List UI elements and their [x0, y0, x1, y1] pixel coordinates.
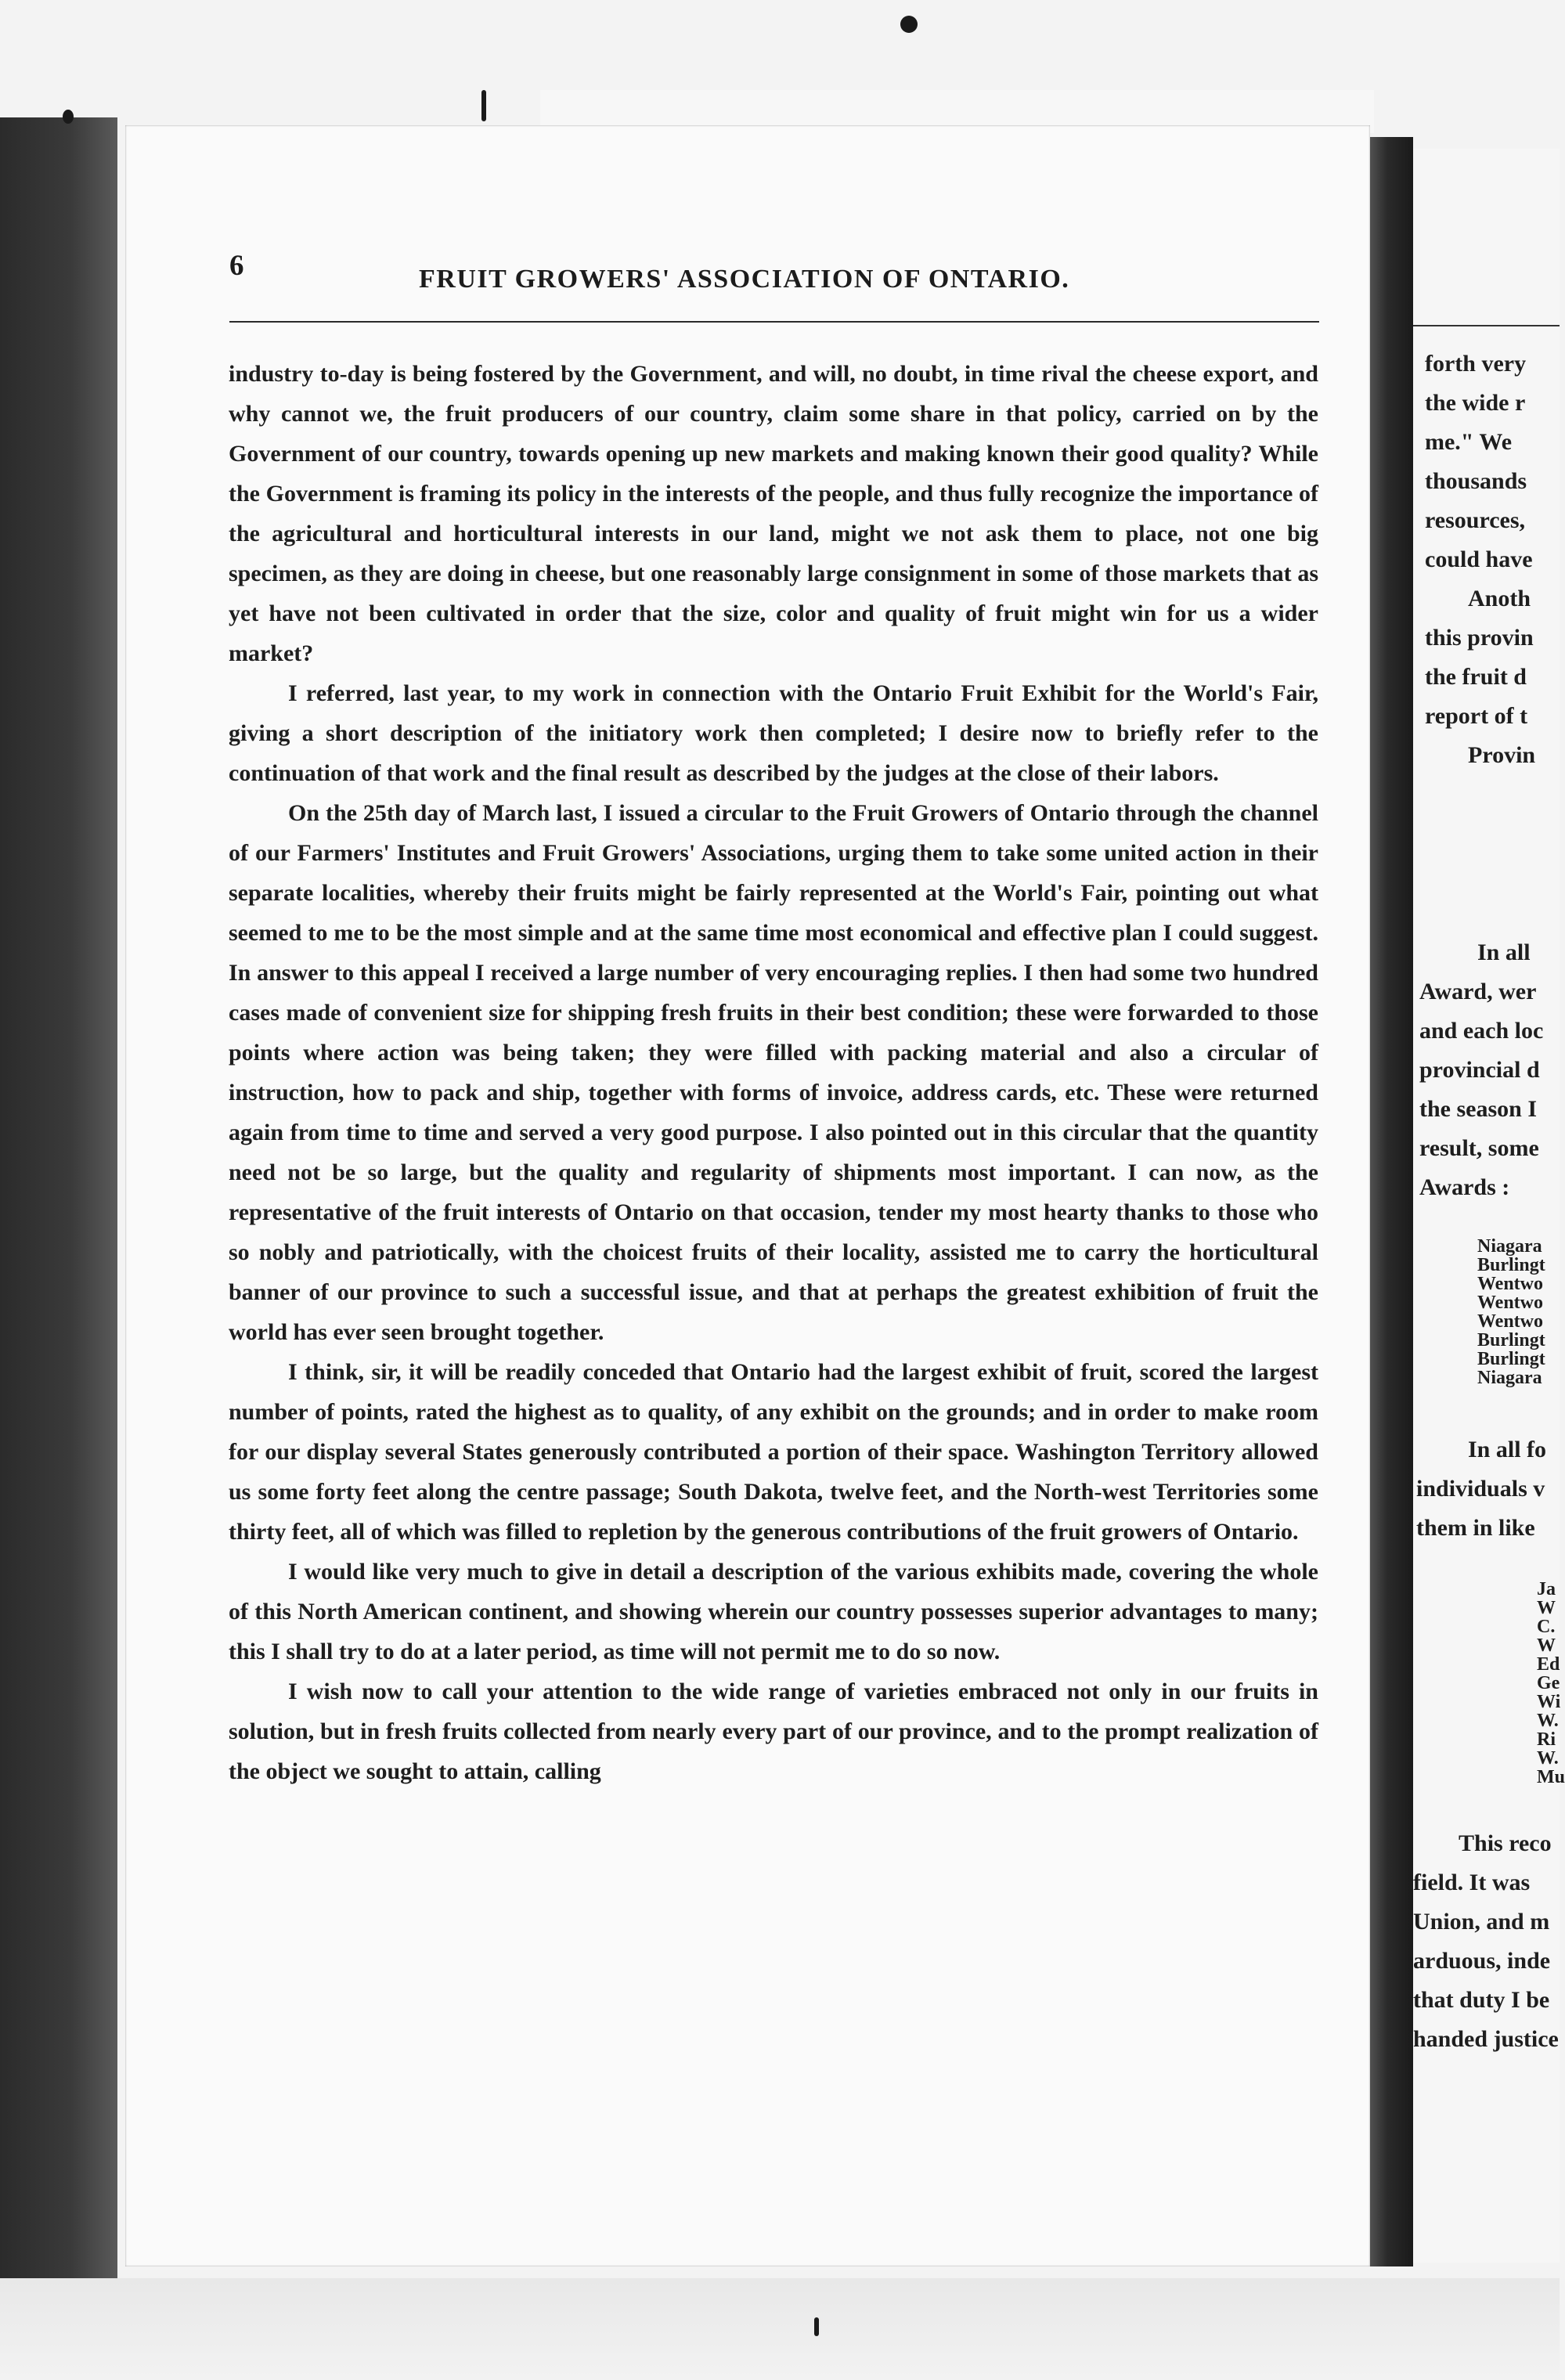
facing-line: report of t [1425, 703, 1528, 729]
facing-list-item: W [1537, 1635, 1556, 1656]
facing-list-item: W [1537, 1598, 1556, 1618]
facing-list-item: Ed [1537, 1654, 1560, 1675]
facing-line: result, some [1419, 1135, 1539, 1161]
facing-line: provincial d [1419, 1057, 1540, 1083]
facing-line: resources, [1425, 507, 1526, 533]
facing-line: field. It was [1413, 1870, 1531, 1895]
facing-list-item: Ja [1537, 1579, 1556, 1599]
facing-list-item: Niagara [1477, 1368, 1542, 1388]
facing-line: This reco [1459, 1830, 1552, 1856]
facing-list-item: Wentwo [1477, 1274, 1543, 1294]
scan-border-left [0, 117, 117, 2310]
facing-line: thousands [1425, 468, 1527, 494]
facing-line: arduous, inde [1413, 1948, 1551, 1974]
paragraph: I would like very much to give in detail a description of the various exhibits made, covering the whole of this North American continent, and showing wherein our country possesses superior advantages to many; this I shall try to do at a later period, as time will not permit me to do so now. [229, 1559, 1318, 1664]
facing-list-item: Burlingt [1477, 1330, 1545, 1350]
facing-line: In all fo [1468, 1437, 1547, 1462]
facing-list-item: W. [1537, 1748, 1559, 1769]
paragraph: I referred, last year, to my work in connection with the Ontario Fruit Exhibit for the World's Fair, giving a short description of the initiatory work then completed; I desire now to briefly refer to the continuation of that work and the final result as described by the judges at the close of their labors. [229, 680, 1318, 786]
facing-list-item: Burlingt [1477, 1349, 1545, 1369]
paragraph: I wish now to call your attention to the wide range of varieties embraced not only in our fruits in solution, but in fresh fruits collected from nearly every part of our province, and to the prompt realization of the object we sought to attain, calling [229, 1679, 1318, 1784]
facing-list-item: Burlingt [1477, 1255, 1545, 1275]
scan-speck [900, 16, 918, 33]
facing-line: Award, wer [1419, 979, 1537, 1004]
facing-line: this provin [1425, 625, 1534, 651]
facing-line: Awards : [1419, 1174, 1510, 1200]
facing-page-fragment [1413, 149, 1565, 2263]
facing-line: Provin [1468, 742, 1536, 768]
facing-list-item: Wentwo [1477, 1311, 1543, 1332]
facing-list-item: W. [1537, 1711, 1559, 1731]
facing-list-item: Ge [1537, 1673, 1560, 1693]
facing-list-item: Mu [1537, 1767, 1565, 1787]
facing-line: that duty I be [1413, 1987, 1550, 2013]
facing-line: Anoth [1468, 586, 1531, 611]
gutter-shadow [1366, 137, 1413, 2266]
scan-speck [481, 90, 486, 121]
facing-line: the season I [1419, 1096, 1538, 1122]
header-rule [229, 321, 1319, 323]
facing-line: and each loc [1419, 1018, 1544, 1044]
scan-speck [814, 2317, 819, 2336]
page-body [229, 354, 1318, 1791]
running-head: FRUIT GROWERS' ASSOCIATION OF ONTARIO. [419, 265, 1070, 294]
facing-list-item: Wi [1537, 1692, 1561, 1712]
facing-line: Union, and m [1413, 1909, 1550, 1935]
facing-list-item: Ri [1537, 1729, 1556, 1750]
paragraph: On the 25th day of March last, I issued a circular to the Fruit Growers of Ontario through the channel of our Farmers' Institutes and Fruit Growers' Associations, urging them to take some united action in their separate localities, whereby their fruits might be fairly represented at the World's Fair, pointing out what seemed to me to be the most simple and at the same time most economical and effective plan I could suggest. In answer to this appeal I received a large number of very encouraging replies. I then had some two hundred cases made of convenient size for shipping fresh fruits in their best condition; these were forwarded to those points where action was being taken; they were filled with packing material and also a circular of instruction, how to pack and ship, together with forms of invoice, address cards, etc. These were returned again from time to time and served a very good purpose. I also pointed out in this circular that the quantity need not be so large, but the quality and regularity of shipments most important. I can now, as the representative of the fruit interests of Ontario on that occasion, tender my most hearty thanks to those who so nobly and patriotically, with the choicest fruits of their locality, assisted me to carry the horticultural banner of our province to such a successful issue, and that at perhaps the greatest exhibition of fruit the world has ever seen brought together. [229, 800, 1318, 1345]
facing-line: handed justice [1413, 2026, 1559, 2052]
facing-line: the wide r [1425, 390, 1526, 416]
facing-header-rule [1413, 325, 1560, 326]
page-number: 6 [229, 250, 244, 282]
facing-line: could have [1425, 546, 1533, 572]
paragraph: I think, sir, it will be readily conceded that Ontario had the largest exhibit of fruit, scored the largest number of points, rated the highest as to quality, of any exhibit on the grounds; and in order to make room for our display several States generously contributed a portion of their space. Washington Territory allowed us some forty feet along the centre passage; South Dakota, twelve feet, and the North-west Territories some thirty feet, all of which was filled to repletion by the generous contributions of the fruit growers of Ontario. [229, 1359, 1318, 1545]
paragraph: industry to-day is being fostered by the Government, and will, no doubt, in time rival the cheese export, and why cannot we, the fruit producers of our country, claim some share in that policy, carried on by the Government of our country, towards opening up new markets and making known their good quality? While the Government is framing its policy in the interests of the people, and thus fully recognize the importance of the agricultural and horticultural interests in our land, might we not ask them to place, not one big specimen, as they are doing in cheese, but one reasonably large consignment in some of those markets that as yet have not been cultivated in order that the size, color and quality of fruit might win for us a wider market? [229, 361, 1318, 666]
facing-line: them in like [1416, 1515, 1535, 1541]
facing-line: the fruit d [1425, 664, 1527, 690]
scan-speck [63, 110, 74, 124]
facing-list-item: C. [1537, 1617, 1556, 1637]
facing-line: forth very [1425, 351, 1527, 377]
scan-border-bottom [0, 2278, 1560, 2380]
facing-list-item: Wentwo [1477, 1293, 1543, 1313]
facing-list-item: Niagara [1477, 1236, 1542, 1257]
facing-line: me." We [1425, 429, 1513, 455]
facing-line: individuals v [1416, 1476, 1545, 1502]
facing-line: In all [1477, 939, 1531, 965]
